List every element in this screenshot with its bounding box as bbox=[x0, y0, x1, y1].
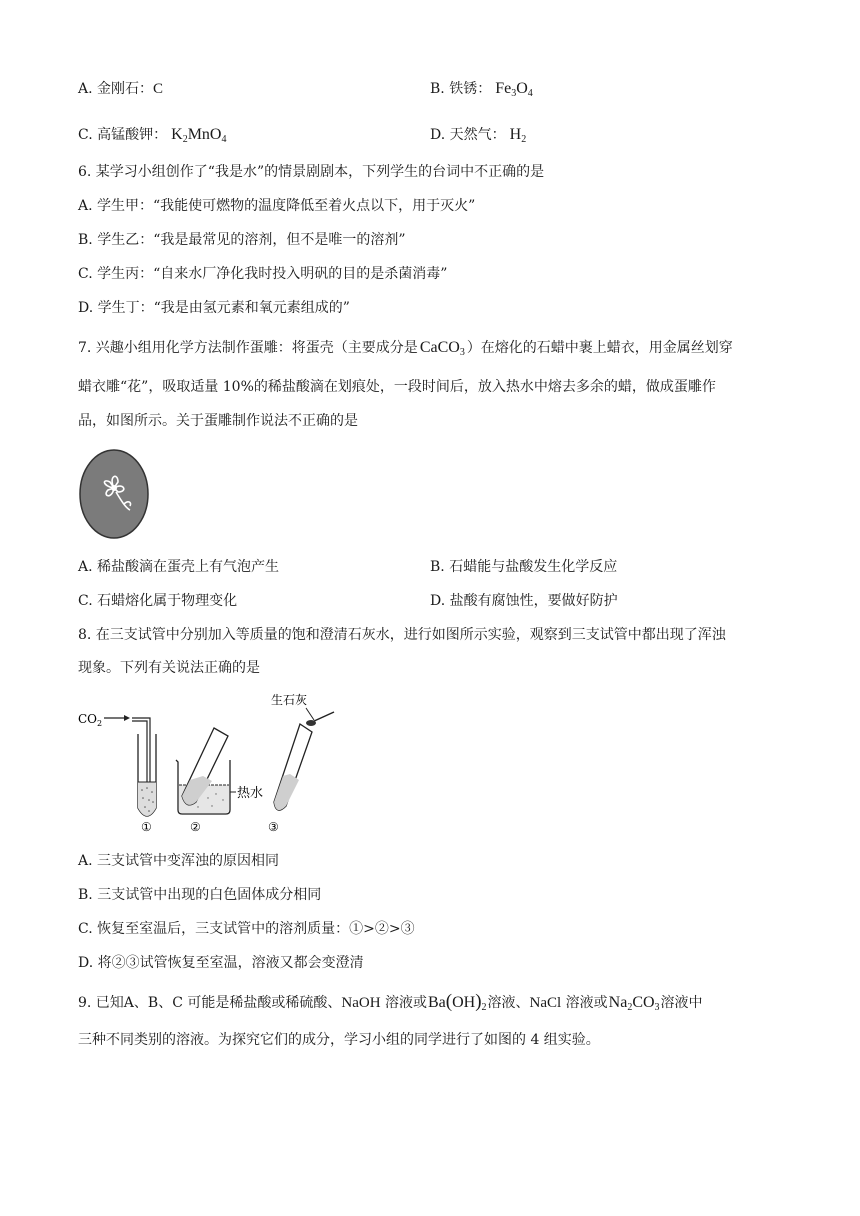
formula: CaCO$_3$ bbox=[419, 339, 465, 358]
option-label: C. 高锰酸钾： bbox=[78, 127, 168, 143]
option-label: B. 铁锈： bbox=[430, 81, 492, 97]
quicklime-sample bbox=[306, 720, 316, 726]
q8-stem-line1: 8. 在三支试管中分别加入等质量的饱和澄清石灰水，进行如图所示实验，观察到三支试管中都出现了浑浊 bbox=[78, 627, 726, 643]
q8-stem-line2: 现象。下列有关说法正确的是 bbox=[78, 660, 260, 676]
formula: $Na_2CO_3$ bbox=[608, 994, 660, 1013]
formula: $Ba(OH)_2$ bbox=[427, 991, 487, 1013]
formula: C bbox=[153, 81, 164, 97]
q6-option-c: C. 学生丙：“自来水厂净化我时投入明矾的目的是杀菌消毒” bbox=[78, 266, 448, 282]
formula: NaCl bbox=[529, 995, 562, 1011]
q8-option-d: D. 将②③试管恢复至室温，溶液又都会变澄清 bbox=[78, 955, 364, 971]
quicklime-label: 生石灰 bbox=[271, 693, 308, 707]
egg-carving-figure bbox=[78, 448, 150, 540]
q7-stem-line2: 蜡衣雕“花”，吸取适量 10%的稀盐酸滴在划痕处，一段时间后，放入热水中熔去多余的蜡，做成蛋雕作 bbox=[78, 379, 716, 395]
q7-option-a: A. 稀盐酸滴在蛋壳上有气泡产生 bbox=[78, 559, 280, 575]
q7-option-d: D. 盐酸有腐蚀性，要做好防护 bbox=[430, 593, 618, 609]
q6-option-b: B. 学生乙：“我是最常见的溶剂，但不是唯一的溶剂” bbox=[78, 232, 406, 248]
q9-stem-line2: 三种不同类别的溶液。为探究它们的成分，学习小组的同学进行了如图的 4 组实验。 bbox=[78, 1032, 600, 1048]
hot-water-label: 热水 bbox=[237, 786, 264, 801]
spatula bbox=[312, 712, 334, 722]
q7-option-c: C. 石蜡熔化属于物理变化 bbox=[78, 593, 238, 609]
co2-label: $CO_2$ bbox=[78, 712, 103, 728]
tube-3-label: ③ bbox=[268, 820, 279, 834]
q9-stem-line1: 9. 已知A、B、C 可能是稀盐酸或稀硫酸、NaOH 溶液或$Ba(OH)_2$溶液、NaCl 溶液或$Na_2CO_3$溶液中 bbox=[78, 991, 703, 1013]
formula: NaOH bbox=[341, 995, 381, 1011]
q6-option-a: A. 学生甲：“我能使可燃物的温度降低至着火点以下，用于灭火” bbox=[78, 198, 476, 214]
tube-2-label: ② bbox=[190, 820, 201, 834]
formula: $Fe_3O_4$ bbox=[495, 80, 533, 99]
q8-option-b: B. 三支试管中出现的白色固体成分相同 bbox=[78, 887, 322, 903]
q7-option-b: B. 石蜡能与盐酸发生化学反应 bbox=[430, 559, 618, 575]
egg-shell bbox=[80, 450, 148, 538]
lime-water-experiment-figure bbox=[76, 690, 346, 835]
formula: $K_2MnO_4$ bbox=[171, 126, 227, 145]
q6-option-d: D. 学生丁：“我是由氢元素和氧元素组成的” bbox=[78, 300, 350, 316]
formula: $H_2$ bbox=[509, 126, 527, 145]
q7-stem-line1: 7. 兴趣小组用化学方法制作蛋雕：将蛋壳（主要成分是 CaCO$_3$ ）在熔化的石蜡中裹上蜡衣，用金属丝划穿 bbox=[78, 339, 733, 358]
option-label: D. 天然气： bbox=[430, 127, 506, 143]
q5-option-d bbox=[430, 124, 526, 151]
q7-stem-line3: 品，如图所示。关于蛋雕制作说法不正确的是 bbox=[78, 413, 358, 429]
q8-option-c: C. 恢复至室温后，三支试管中的溶剂质量：①>②>③ bbox=[78, 921, 415, 937]
tube-1-label: ① bbox=[141, 820, 152, 834]
option-label: A. 金刚石： bbox=[78, 81, 154, 97]
q6-stem: 6. 某学习小组创作了“我是水”的情景剧剧本，下列学生的台词中不正确的是 bbox=[78, 164, 545, 180]
q8-option-a: A. 三支试管中变浑浊的原因相同 bbox=[78, 853, 280, 869]
q5-option-b bbox=[430, 78, 533, 105]
